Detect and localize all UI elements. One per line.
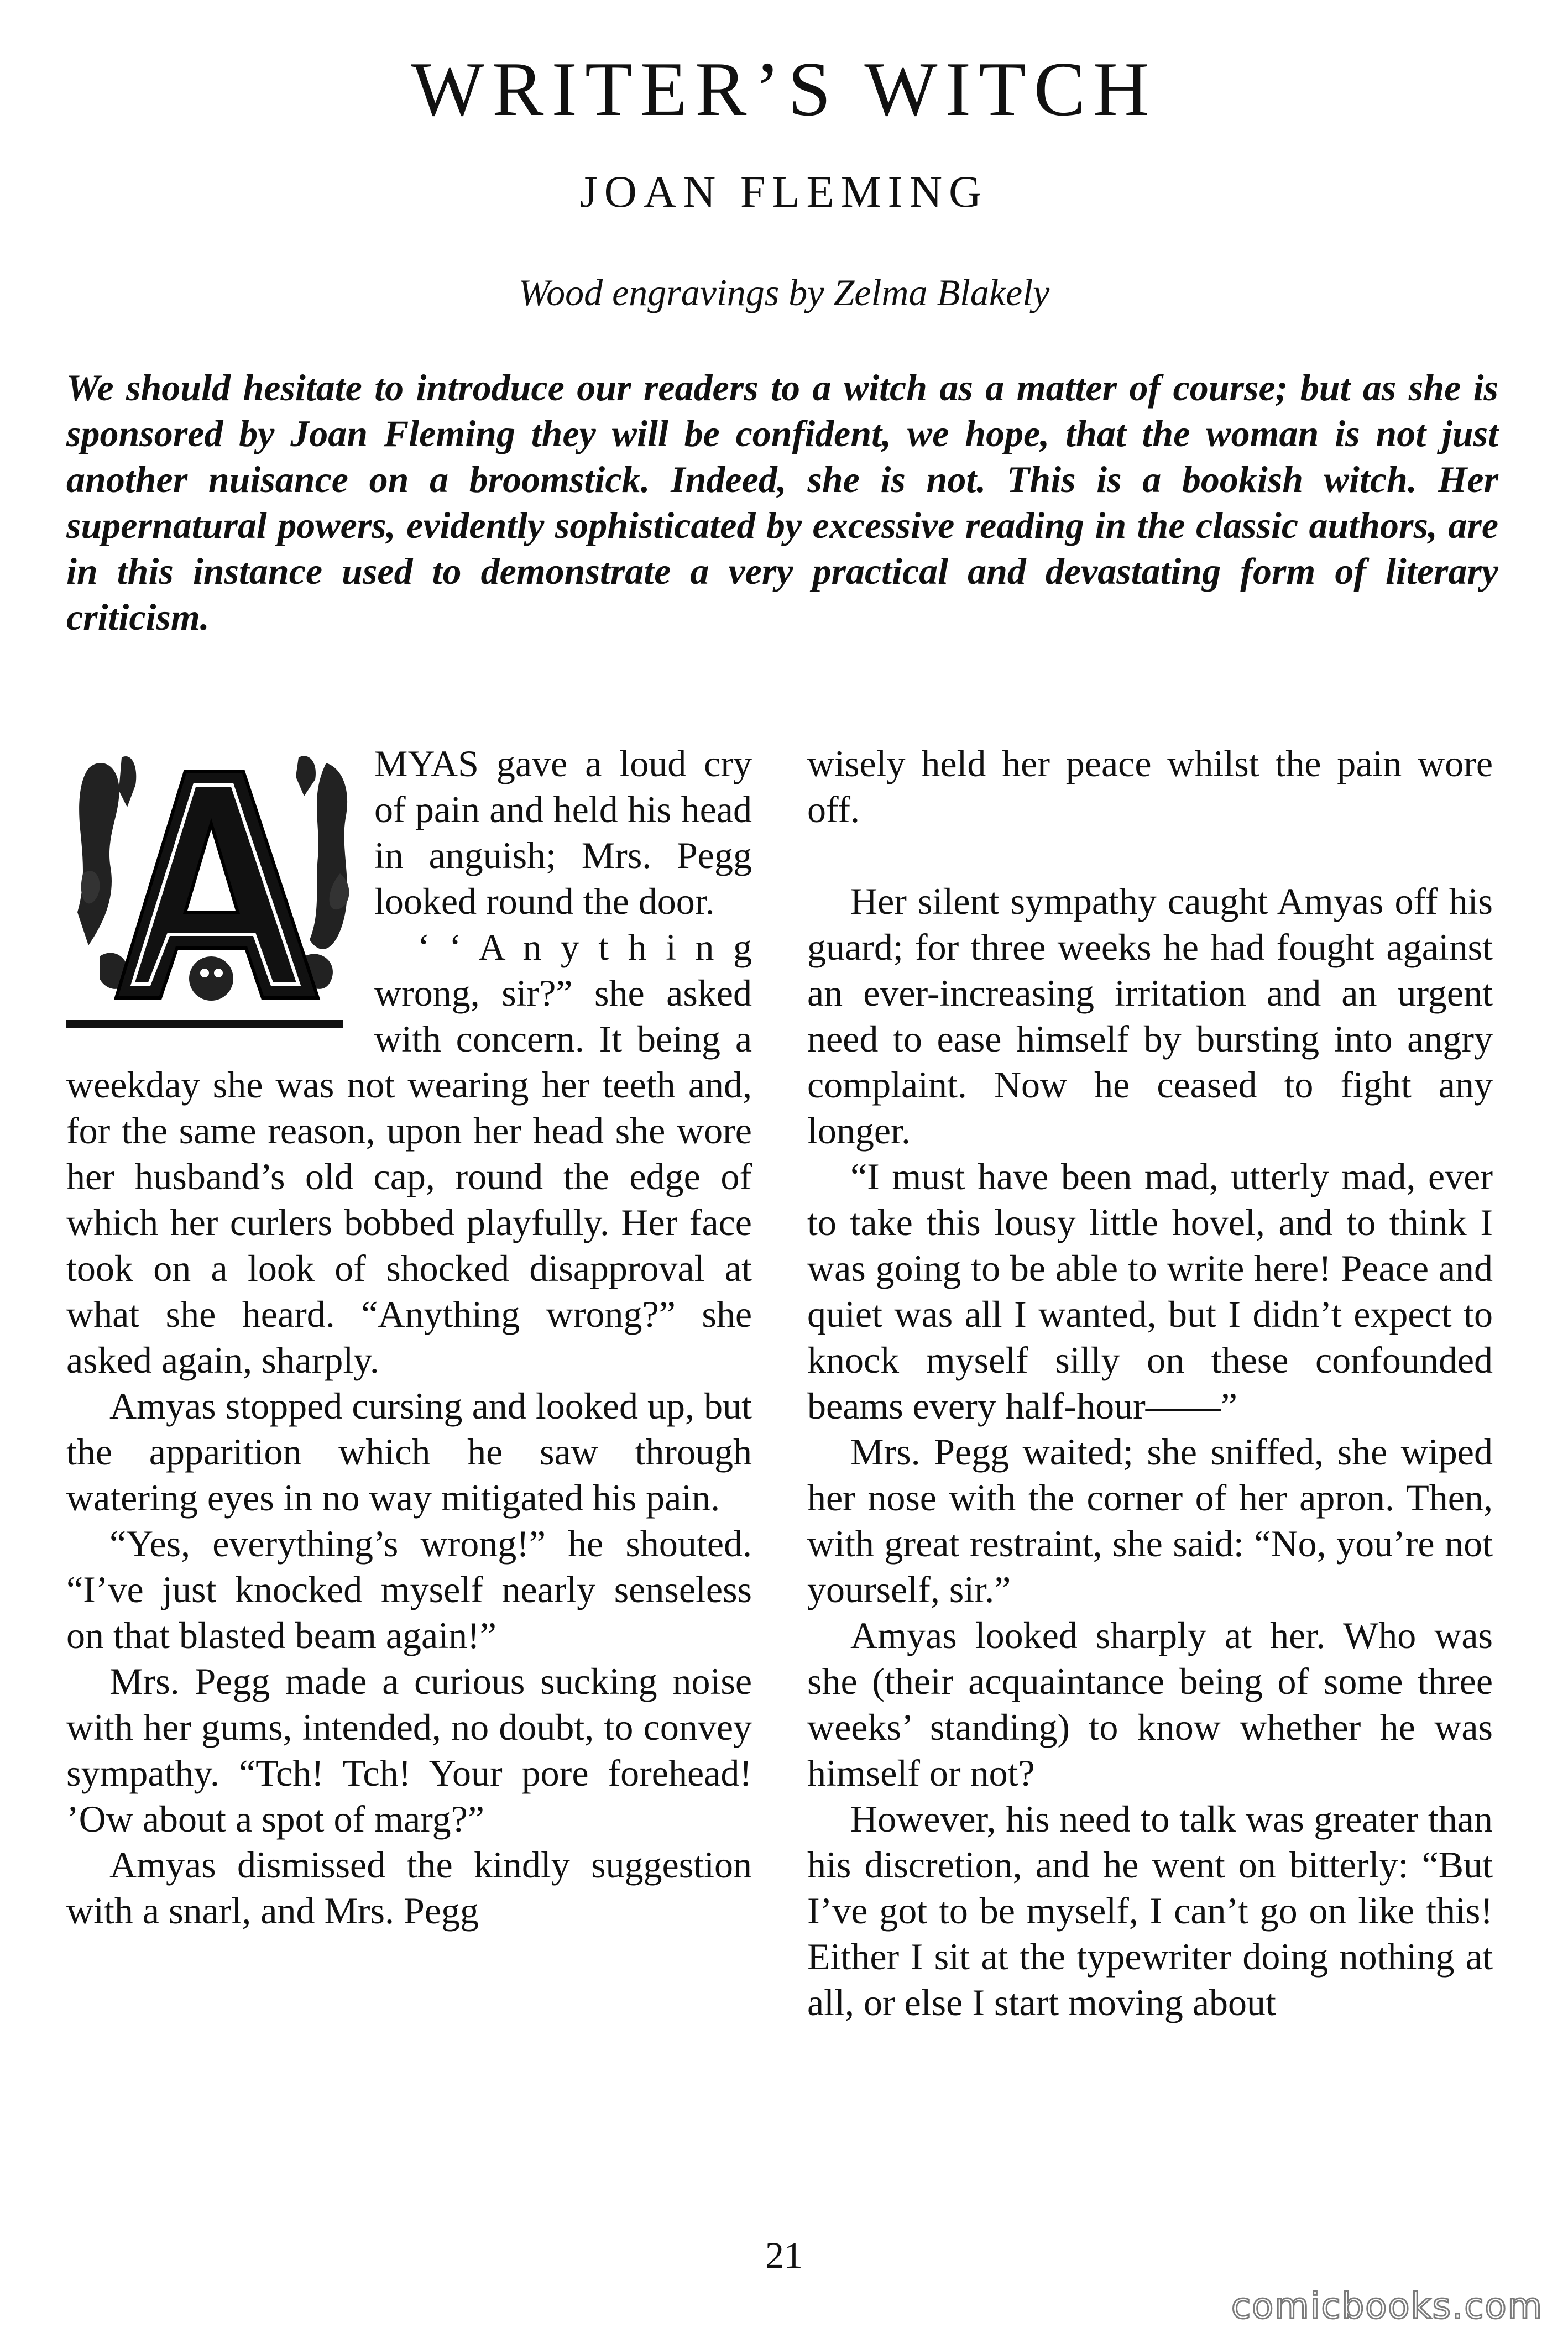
paragraph: ‘ ‘ A n y t h i n g wrong, sir?” she asked with concern. It being a weekday she was not wearing her teeth and, for the same reason, upon her head she wore her husband’s old cap, round the edge of which her curlers bobbed playfully. Her face took on a look of shocked disapproval at what she heard. “Anything wrong?” she asked again, sharply. — [66, 926, 752, 1381]
story-title: WRITER’S WITCH — [411, 46, 1157, 132]
paragraph: wisely held her peace whilst the pain wore off. — [807, 742, 1493, 830]
paragraph: “I must have been mad, utterly mad, ever to take this lousy little hovel, and to think I was going to be able to write here! Peace and quiet was all I wanted, but I didn’t expect to knock myself silly on these confounded beams every half-hour——” — [807, 1155, 1493, 1427]
paragraph: Amyas dismissed the kindly suggestion with a snarl, and Mrs. Pegg — [66, 1844, 752, 1932]
left-column — [66, 741, 752, 1934]
paragraph: “Yes, everything’s wrong!” he shouted. “I’ve just knocked myself nearly senseless on that blasted beam again!” — [66, 1523, 752, 1656]
paragraph: Amyas looked sharply at her. Who was she (their acquaintance being of some three weeks’ standing) to know whether he was himself or not? — [807, 1614, 1493, 1794]
site-watermark: comicbooks.com — [1231, 2286, 1543, 2327]
engraved-initial-a-icon — [66, 746, 362, 1045]
paragraph: MYAS gave a loud cry of pain and held his head in anguish; Mrs. Pegg looked round the door. — [374, 742, 752, 922]
paragraph: Mrs. Pegg made a curious sucking noise with her gums, intended, no doubt, to convey sympathy. “Tch! Tch! Your pore forehead! ’Ow about a spot of marg?” — [66, 1660, 752, 1840]
paragraph: Amyas stopped cursing and looked up, but the apparition which he saw through watering eyes in no way mitigated his pain. — [66, 1385, 752, 1519]
illustration-credit: Wood engravings by Zelma Blakely — [518, 271, 1050, 313]
author-name: JOAN FLEMING — [579, 166, 989, 217]
paragraph: However, his need to talk was greater than his discretion, and he went on bitterly: “But I’ve got to be myself, I can’t go on like this! Either I sit at the typewriter doing nothing at all, or else I start moving about — [807, 1798, 1493, 2023]
editorial-introduction: We should hesitate to introduce our readers to a witch as a matter of course; but as she is sponsored by Joan Fleming they will be confident, we hope, that the woman is not just another nuisance on a broomstick. Indeed, she is not. This is a bookish witch. Her supernatural powers, evidently sophisticated by excessive reading in the classic authors, are in this instance used to demonstrate a very practical and devastating form of literary criticism. — [66, 367, 1498, 638]
right-column — [807, 741, 1493, 2026]
paragraph: Her silent sympathy caught Amyas off his guard; for three weeks he had fought against an ever-increasing irritation and an urgent need to ease himself by bursting into angry complaint. Now he ceased to fight any longer. — [807, 880, 1493, 1152]
page-number: 21 — [765, 2234, 803, 2276]
paragraph: Mrs. Pegg waited; she sniffed, she wiped her nose with the corner of her apron. Then, with great restraint, she said: “No, you’re not yourself, sir.” — [807, 1431, 1493, 1610]
